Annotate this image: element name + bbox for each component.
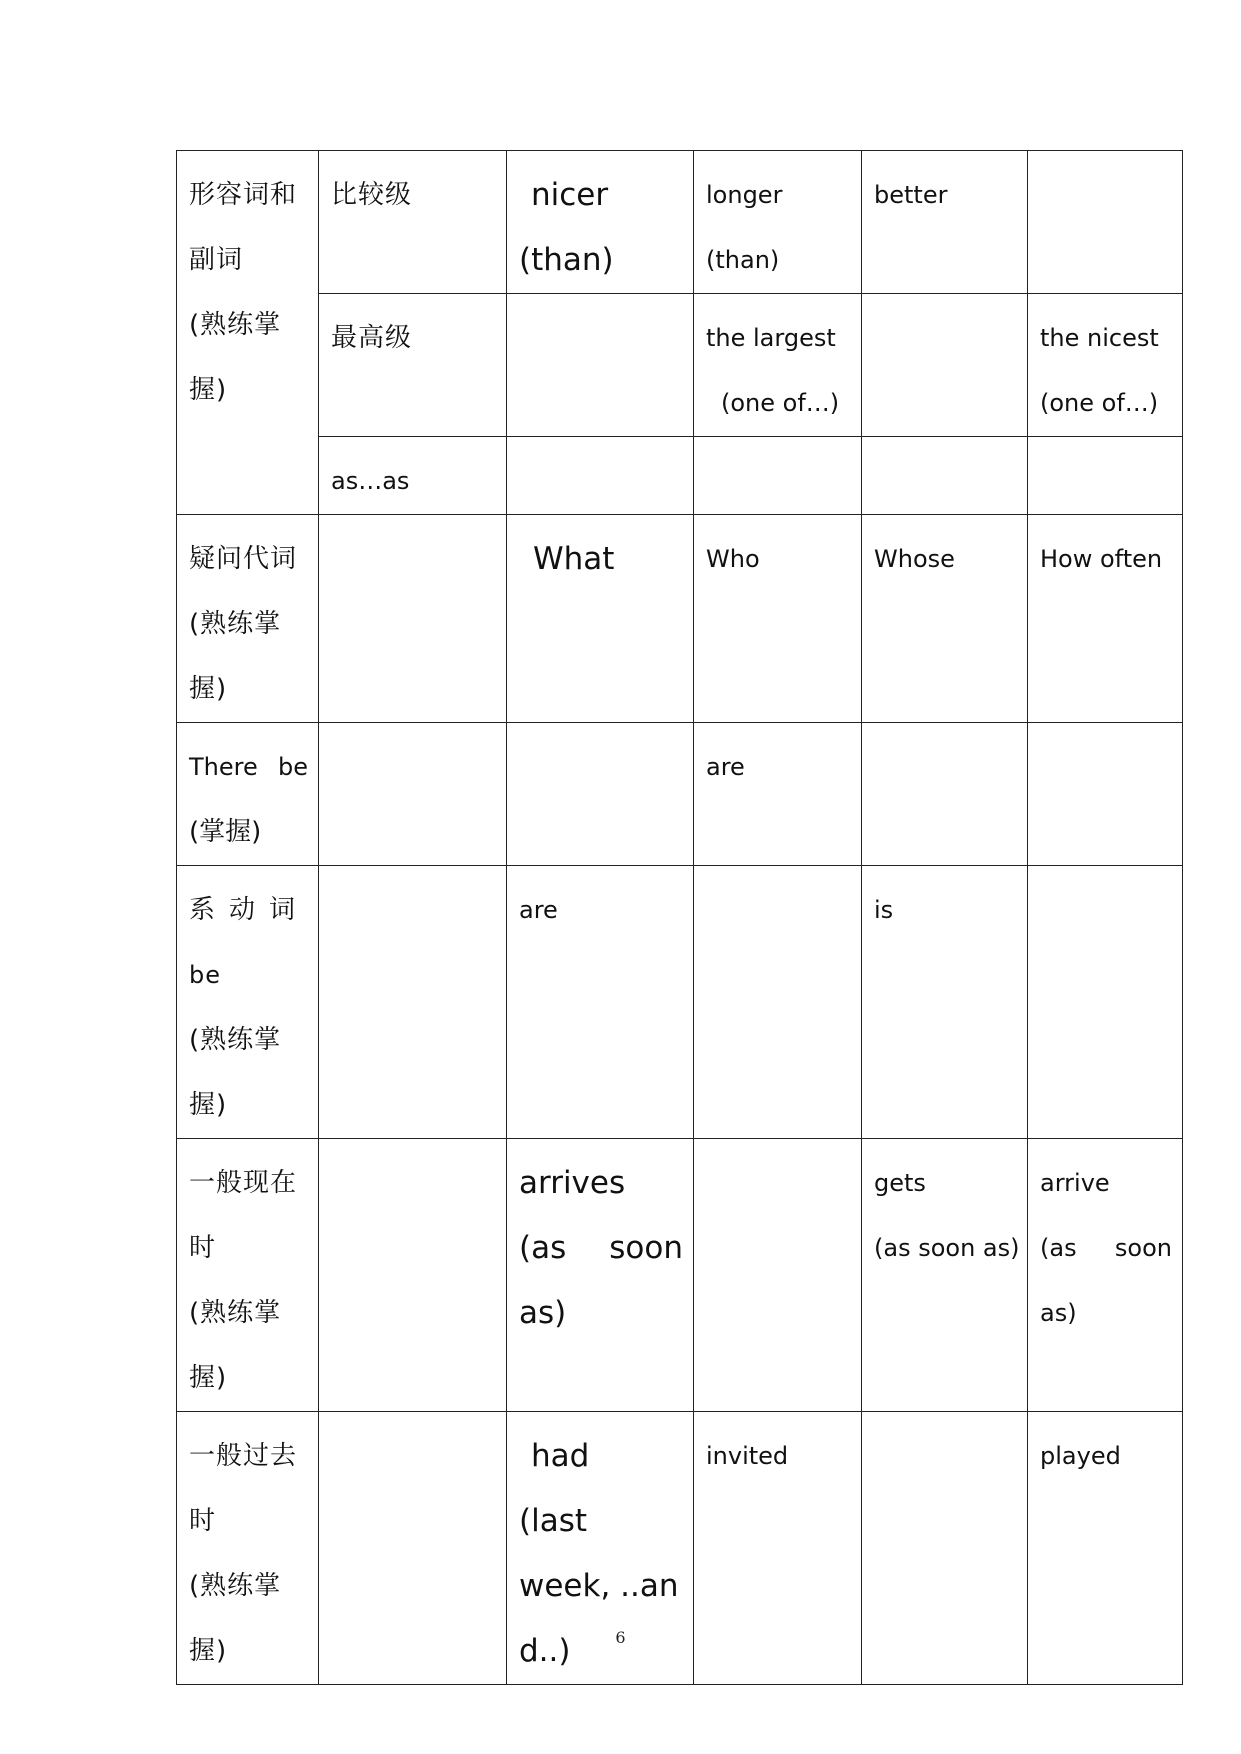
row-simple-present — [177, 1139, 1183, 1412]
cell-past-c6: played — [1028, 1412, 1183, 1685]
cell-superlative-c3 — [507, 294, 694, 437]
cell-there-be-c2 — [319, 723, 507, 866]
row-adj-comparative — [177, 151, 1183, 294]
cell-comparative-c6 — [1028, 151, 1183, 294]
cell-linking-c2 — [319, 866, 507, 1139]
cell-topic-adj-adv — [177, 151, 319, 515]
cell-topic-interrogative: 疑问代词 (熟练掌 握) — [177, 515, 319, 723]
cell-there-be-c5 — [862, 723, 1028, 866]
page-number: 6 — [615, 1628, 626, 1647]
cell-there-be-c3 — [507, 723, 694, 866]
cell-present-c5: gets (as soon as) — [862, 1139, 1028, 1412]
cell-asas-c3 — [507, 437, 694, 515]
cell-interrogative-c2 — [319, 515, 507, 723]
grammar-table — [176, 150, 1183, 1685]
cell-interrogative-c6: How often — [1028, 515, 1183, 723]
cell-linking-c3: are — [507, 866, 694, 1139]
cell-interrogative-c3: What — [507, 515, 694, 723]
cell-present-c4 — [694, 1139, 862, 1412]
cell-present-c2 — [319, 1139, 507, 1412]
row-adj-asas — [177, 437, 1183, 515]
cell-linking-c4 — [694, 866, 862, 1139]
cell-superlative-c6: the nicest (one of…) — [1028, 294, 1183, 437]
cell-comparative-c5: better — [862, 151, 1028, 294]
topic-line: 形容词和 — [189, 180, 298, 210]
topic-line: (熟练掌 — [189, 310, 282, 340]
cell-comparative-c4: longer (than) — [694, 151, 862, 294]
cell-comparative-c3: nicer (than) — [507, 151, 694, 294]
row-there-be — [177, 723, 1183, 866]
cell-past-c3: had (last week, ..an d..) — [507, 1412, 694, 1685]
cell-present-c6: arrive (as soon as) — [1028, 1139, 1183, 1412]
cell-interrogative-c5: Whose — [862, 515, 1028, 723]
topic-line: 握) — [189, 375, 228, 405]
cell-topic-there-be: There be (掌握) — [177, 723, 319, 866]
cell-asas-c5 — [862, 437, 1028, 515]
cell-superlative-c5 — [862, 294, 1028, 437]
cell-superlative-label: 最高级 — [319, 294, 507, 437]
cell-linking-c6 — [1028, 866, 1183, 1139]
row-linking-verb — [177, 866, 1183, 1139]
cell-there-be-c6 — [1028, 723, 1183, 866]
cell-past-c4: invited — [694, 1412, 862, 1685]
cell-present-c3: arrives (as soon as) — [507, 1139, 694, 1412]
cell-asas-c4 — [694, 437, 862, 515]
cell-asas-c6 — [1028, 437, 1183, 515]
cell-asas-label: as…as — [319, 437, 507, 515]
cell-topic-linking-verb: 系动词 be (熟练掌 握) — [177, 866, 319, 1139]
cell-topic-simple-present: 一般现在 时 (熟练掌 握) — [177, 1139, 319, 1412]
cell-linking-c5: is — [862, 866, 1028, 1139]
cell-superlative-c4: the largest (one of…) — [694, 294, 862, 437]
cell-interrogative-c4: Who — [694, 515, 862, 723]
row-interrogative — [177, 515, 1183, 723]
cell-comparative-label: 比较级 — [319, 151, 507, 294]
cell-topic-simple-past: 一般过去 时 (熟练掌 握) — [177, 1412, 319, 1685]
row-adj-superlative — [177, 294, 1183, 437]
cell-there-be-c4: are — [694, 723, 862, 866]
topic-line: 副词 — [189, 245, 244, 275]
